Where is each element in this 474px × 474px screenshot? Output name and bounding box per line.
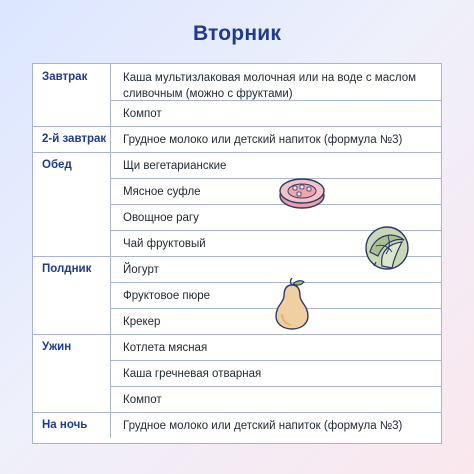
meal-label: 2-й завтрак xyxy=(33,126,111,152)
pear-icon xyxy=(270,278,314,330)
menu-item: Грудное молоко или детский напиток (формула №3) xyxy=(123,420,403,432)
menu-item: Йогурт xyxy=(123,264,159,276)
menu-item: Крекер xyxy=(123,316,161,328)
menu-item: Грудное молоко или детский напиток (формула №3) xyxy=(123,134,403,146)
menu-item: Фруктовое пюре xyxy=(123,290,211,302)
page-title: Вторник xyxy=(192,22,282,45)
menu-item: Овощное рагу xyxy=(123,212,199,224)
menu-item: Чай фруктовый xyxy=(123,238,206,250)
cabbage-icon xyxy=(362,222,412,272)
meal-label: Полдник xyxy=(33,256,111,334)
menu-item: Щи вегетарианские xyxy=(123,160,227,172)
menu-item: Каша гречневая отварная xyxy=(123,368,262,380)
menu-item: Компот xyxy=(123,108,162,120)
meal-label: На ночь xyxy=(33,412,111,438)
pill-icon xyxy=(278,176,326,210)
menu-item: Мясное суфле xyxy=(123,186,201,198)
menu-item: Компот xyxy=(123,394,162,406)
meal-label: Завтрак xyxy=(33,64,111,126)
menu-item: Каша мультизлаковая молочная или на воде с маслом сливочным (можно с фруктами) xyxy=(123,72,416,100)
menu-item: Котлета мясная xyxy=(123,342,208,354)
meal-label: Обед xyxy=(33,152,111,256)
meal-label: Ужин xyxy=(33,334,111,412)
